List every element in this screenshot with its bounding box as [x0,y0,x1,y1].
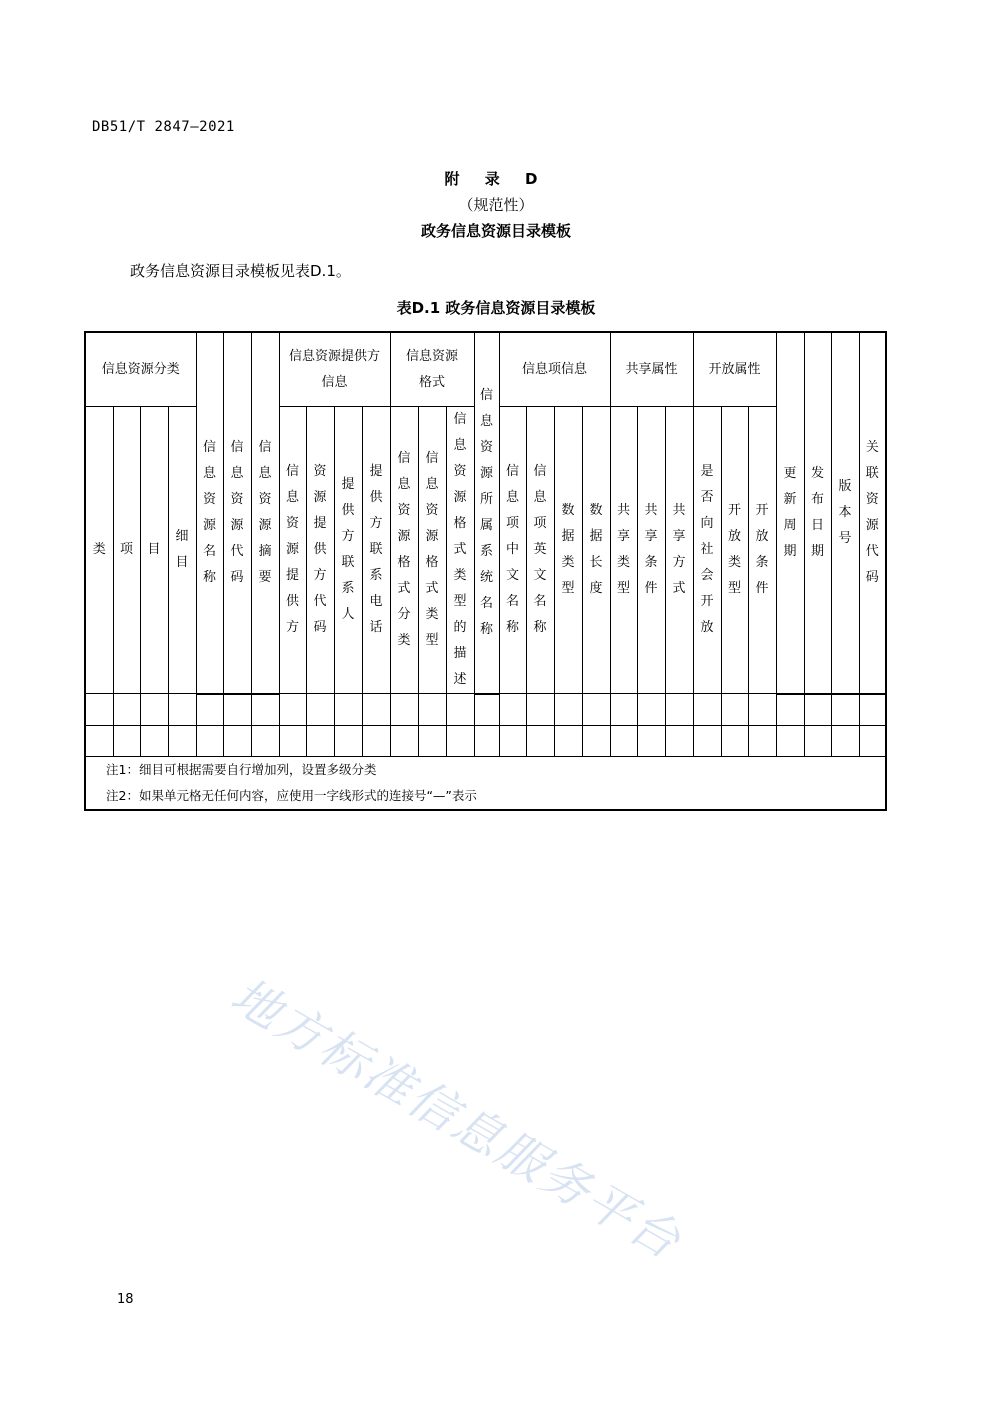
col-mu: 目 [140,407,168,694]
appendix-name: 政务信息资源目录模板 [420,222,571,240]
col-res-name: 信息资源名称 [196,332,223,694]
col-provider: 信息资源提供方 [279,407,306,694]
col-version: 版本号 [831,332,859,694]
col-format-desc: 信息资源格式类型的描述 [446,407,474,694]
col-share-type: 共享类型 [610,407,637,694]
col-item-en: 信息项英文名称 [526,407,554,694]
col-update-cycle: 更新周期 [776,332,804,694]
col-res-code: 信息资源代码 [223,332,251,694]
table-row [85,694,886,726]
group-item-info: 信息项信息 [499,332,610,407]
col-xiang: 项 [113,407,140,694]
col-related-code: 关联资源代码 [859,332,886,694]
col-data-length: 数据长度 [582,407,610,694]
note-1: 注1：细目可根据需要自行增加列，设置多级分类 [106,761,377,777]
group-share-attr: 共享属性 [610,332,693,407]
col-system-name: 信息资源所属系统名称 [474,332,499,694]
col-open-type: 开放类型 [721,407,748,694]
col-format-type: 信息资源格式类型 [418,407,446,694]
table-notes [85,756,886,810]
group-format: 信息资源格式 [390,332,474,407]
note-2: 注2：如果单元格无任何内容，应使用一字线形式的连接号“—”表示 [106,787,477,803]
col-provider-phone: 提供方联系电话 [362,407,390,694]
col-publish-date: 发布日期 [804,332,831,694]
col-provider-code: 资源提供方代码 [306,407,334,694]
col-res-abstract: 信息资源摘要 [251,332,279,694]
col-share-cond: 共享条件 [637,407,665,694]
table-caption: 表D.1 政务信息资源目录模板 [396,299,596,317]
table-row [85,725,886,756]
group-provider-info: 信息资源提供方信息 [279,332,390,407]
standard-code: DB51/T 2847—2021 [92,119,235,135]
col-share-mode: 共享方式 [665,407,693,694]
col-ximu: 细目 [168,407,196,694]
col-data-type: 数据类型 [554,407,582,694]
watermark: 地方标准信息服务平台 [221,967,692,1272]
appendix-type: （规范性） [458,196,534,214]
group-classification: 信息资源分类 [85,332,196,407]
col-open-cond: 开放条件 [748,407,776,694]
appendix-title: 附 录 D [444,170,548,188]
col-lei: 类 [85,407,113,694]
intro-paragraph: 政务信息资源目录模板见表D.1。 [130,262,351,280]
col-item-cn: 信息项中文名称 [499,407,526,694]
catalog-template-table [84,331,887,811]
col-open-to-public: 是否向社会开放 [693,407,721,694]
group-open-attr: 开放属性 [693,332,776,407]
col-provider-contact: 提供方联系人 [334,407,362,694]
col-format-class: 信息资源格式分类 [390,407,418,694]
page-number: 18 [117,1292,134,1307]
